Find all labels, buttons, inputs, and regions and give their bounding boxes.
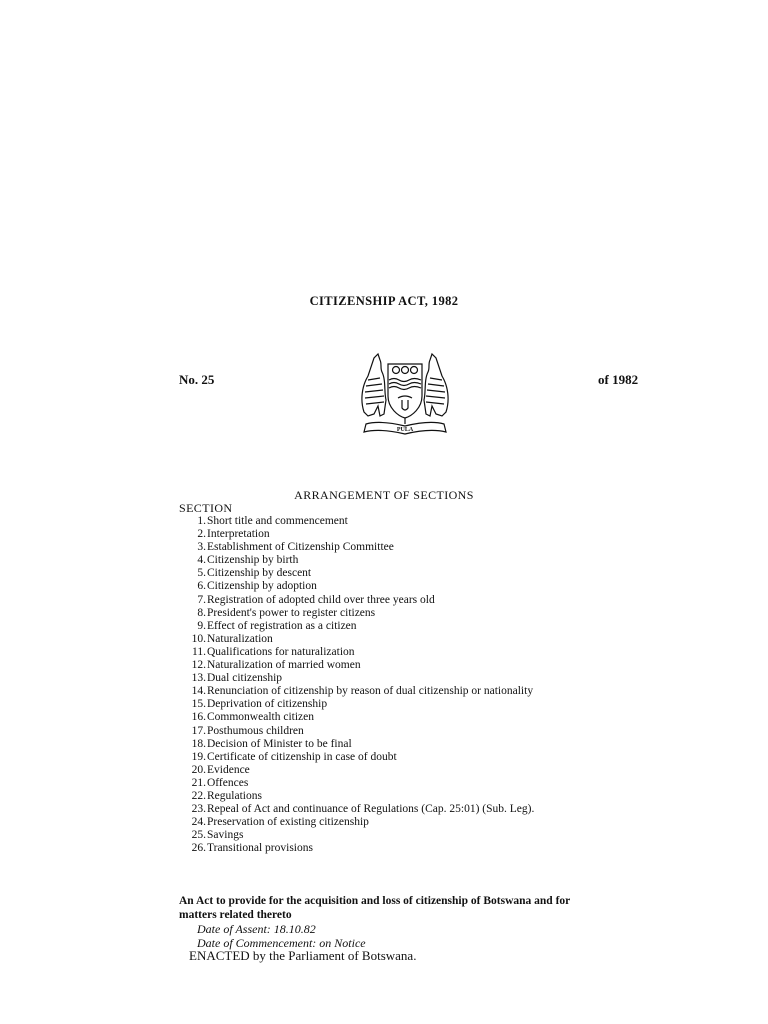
section-title: Citizenship by adoption xyxy=(207,580,317,593)
section-title: Registration of adopted child over three years old xyxy=(207,593,435,606)
list-item xyxy=(179,528,579,541)
list-item xyxy=(179,646,579,659)
list-item xyxy=(179,816,579,829)
dates-block xyxy=(197,922,366,950)
section-title: Savings xyxy=(207,829,244,842)
section-title: Preservation of existing citizenship xyxy=(207,816,369,829)
section-number: 14. xyxy=(191,685,206,698)
list-item xyxy=(179,842,579,855)
section-number: 23. xyxy=(191,803,206,816)
section-title: Renunciation of citizenship by reason of dual citizenship or nationality xyxy=(207,685,534,698)
list-item xyxy=(179,567,579,580)
section-number: 24. xyxy=(191,816,206,829)
section-number: 12. xyxy=(191,659,206,672)
date-of-commencement: Date of Commencement: on Notice xyxy=(197,936,366,950)
section-title: President's power to register citizens xyxy=(207,606,376,619)
section-number: 13. xyxy=(191,672,206,685)
section-title: Short title and commencement xyxy=(207,515,348,527)
section-title: Deprivation of citizenship xyxy=(207,698,328,711)
list-item xyxy=(179,725,579,738)
long-title: An Act to provide for the acquisition and loss of citizenship of Botswana and for matters related thereto xyxy=(179,895,571,921)
section-number: 10. xyxy=(191,632,206,645)
section-number: 22. xyxy=(191,789,206,802)
section-number: 15. xyxy=(191,698,206,711)
section-title: Effect of registration as a citizen xyxy=(207,619,357,632)
section-number: 3. xyxy=(197,541,206,554)
list-item xyxy=(179,515,579,528)
date-of-assent: Date of Assent: 18.10.82 xyxy=(197,922,316,936)
list-item xyxy=(179,777,579,790)
act-number: No. 25 xyxy=(179,372,215,387)
section-number: 16. xyxy=(191,711,206,724)
section-number: 2. xyxy=(197,528,206,541)
section-title: Establishment of Citizenship Committee xyxy=(207,541,394,554)
enacting-clause: ENACTED by the Parliament of Botswana. xyxy=(189,948,417,963)
section-number: 19. xyxy=(191,750,206,763)
list-item xyxy=(179,659,579,672)
list-item xyxy=(179,554,579,567)
list-item xyxy=(179,803,579,816)
section-number: 17. xyxy=(191,724,206,737)
section-number: 4. xyxy=(197,554,206,567)
section-number: 6. xyxy=(197,580,206,593)
section-number: 11. xyxy=(192,645,206,658)
section-number: 21. xyxy=(191,776,206,789)
list-item xyxy=(179,685,579,698)
list-item xyxy=(179,738,579,751)
list-item xyxy=(179,790,579,803)
section-title: Regulations xyxy=(207,789,262,802)
section-number: 7. xyxy=(197,593,206,606)
list-item xyxy=(179,594,579,607)
list-item xyxy=(179,672,579,685)
section-title: Evidence xyxy=(207,763,250,776)
list-item xyxy=(179,620,579,633)
section-title: Qualifications for naturalization xyxy=(207,645,355,658)
section-title: Dual citizenship xyxy=(207,672,283,685)
emblem-motto: PULA xyxy=(396,427,414,433)
section-number: 5. xyxy=(197,567,206,580)
arrangement-heading: ARRANGEMENT OF SECTIONS xyxy=(294,488,474,502)
section-title: Transitional provisions xyxy=(207,842,313,855)
list-item xyxy=(179,698,579,711)
sections-list xyxy=(179,515,579,855)
list-item xyxy=(179,764,579,777)
list-item xyxy=(179,751,579,764)
section-title: Interpretation xyxy=(207,528,270,541)
section-number: 1. xyxy=(197,515,206,527)
section-number: 25. xyxy=(191,829,206,842)
section-title: Repeal of Act and continuance of Regulations (Cap. 25:01) (Sub. Leg). xyxy=(207,803,535,816)
section-column-label: SECTION xyxy=(179,501,233,515)
section-number: 9. xyxy=(197,619,206,632)
section-title: Citizenship by birth xyxy=(207,554,299,567)
list-item xyxy=(179,580,579,593)
section-title: Offences xyxy=(207,776,249,789)
section-title: Naturalization xyxy=(207,632,273,645)
list-item xyxy=(179,633,579,646)
section-number: 18. xyxy=(191,737,206,750)
list-item xyxy=(179,711,579,724)
section-title: Citizenship by descent xyxy=(207,567,312,580)
list-item xyxy=(179,829,579,842)
coat-of-arms-emblem xyxy=(350,350,460,436)
section-title: Naturalization of married women xyxy=(207,659,361,672)
section-title: Certificate of citizenship in case of doubt xyxy=(207,750,397,763)
section-title: Decision of Minister to be final xyxy=(207,737,352,750)
act-year: of 1982 xyxy=(598,372,639,387)
section-title: Commonwealth citizen xyxy=(207,711,314,724)
section-number: 20. xyxy=(191,763,206,776)
act-title: CITIZENSHIP ACT, 1982 xyxy=(309,294,459,308)
section-number: 8. xyxy=(197,606,206,619)
section-number: 26. xyxy=(191,842,206,855)
list-item xyxy=(179,541,579,554)
section-title: Posthumous children xyxy=(207,724,304,737)
list-item xyxy=(179,607,579,620)
